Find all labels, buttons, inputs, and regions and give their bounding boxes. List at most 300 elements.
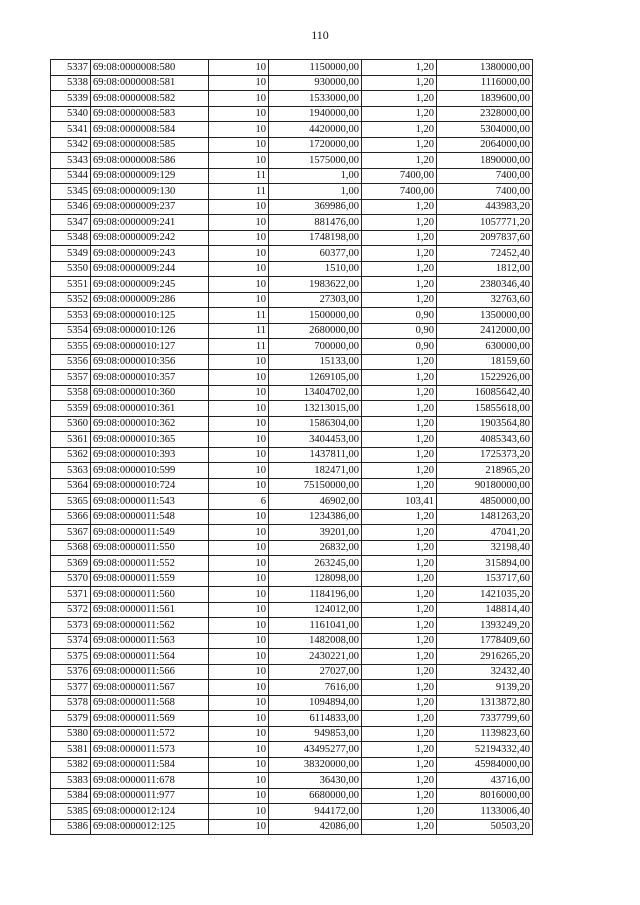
row-number-cell: 5380 — [51, 726, 91, 742]
cadastral-number-cell: 69:08:0000009:243 — [91, 246, 209, 262]
cadastral-number-cell: 69:08:0000009:244 — [91, 261, 209, 277]
cadastral-number-cell: 69:08:0000011:559 — [91, 571, 209, 587]
result-cell: 2412000,00 — [437, 323, 533, 339]
coefficient-cell: 1,20 — [362, 106, 437, 122]
row-number-cell: 5349 — [51, 246, 91, 262]
coefficient-cell: 1,20 — [362, 556, 437, 572]
cadastral-number-cell: 69:08:0000010:361 — [91, 401, 209, 417]
category-cell: 10 — [209, 742, 269, 758]
row-number-cell: 5350 — [51, 261, 91, 277]
cadastral-number-cell: 69:08:0000011:543 — [91, 494, 209, 510]
row-number-cell: 5353 — [51, 308, 91, 324]
table-row — [51, 664, 533, 680]
coefficient-cell: 1,20 — [362, 463, 437, 479]
row-number-cell: 5339 — [51, 91, 91, 107]
row-number-cell: 5357 — [51, 370, 91, 386]
row-number-cell: 5348 — [51, 230, 91, 246]
coefficient-cell: 1,20 — [362, 618, 437, 634]
result-cell: 1393249,20 — [437, 618, 533, 634]
cadastral-number-cell: 69:08:0000010:127 — [91, 339, 209, 355]
result-cell: 7400,00 — [437, 184, 533, 200]
coefficient-cell: 1,20 — [362, 804, 437, 820]
category-cell: 10 — [209, 432, 269, 448]
row-number-cell: 5366 — [51, 509, 91, 525]
result-cell: 2380346,40 — [437, 277, 533, 293]
value-cell: 15133,00 — [269, 354, 362, 370]
coefficient-cell: 1,20 — [362, 122, 437, 138]
table-row — [51, 323, 533, 339]
coefficient-cell: 7400,00 — [362, 168, 437, 184]
table-row — [51, 277, 533, 293]
result-cell: 2328000,00 — [437, 106, 533, 122]
result-cell: 90180000,00 — [437, 478, 533, 494]
coefficient-cell: 1,20 — [362, 432, 437, 448]
coefficient-cell: 1,20 — [362, 664, 437, 680]
coefficient-cell: 1,20 — [362, 757, 437, 773]
value-cell: 1586304,00 — [269, 416, 362, 432]
cadastral-number-cell: 69:08:0000009:130 — [91, 184, 209, 200]
result-cell: 1380000,00 — [437, 60, 533, 76]
cadastral-number-cell: 69:08:0000012:124 — [91, 804, 209, 820]
result-cell: 315894,00 — [437, 556, 533, 572]
coefficient-cell: 1,20 — [362, 230, 437, 246]
table-row — [51, 463, 533, 479]
category-cell: 10 — [209, 261, 269, 277]
category-cell: 10 — [209, 602, 269, 618]
row-number-cell: 5346 — [51, 199, 91, 215]
coefficient-cell: 1,20 — [362, 370, 437, 386]
value-cell: 263245,00 — [269, 556, 362, 572]
cadastral-number-cell: 69:08:0000011:562 — [91, 618, 209, 634]
value-cell: 4420000,00 — [269, 122, 362, 138]
row-number-cell: 5347 — [51, 215, 91, 231]
result-cell: 32432,40 — [437, 664, 533, 680]
value-cell: 1500000,00 — [269, 308, 362, 324]
category-cell: 10 — [209, 664, 269, 680]
cadastral-number-cell: 69:08:0000010:125 — [91, 308, 209, 324]
value-cell: 1575000,00 — [269, 153, 362, 169]
result-cell: 7400,00 — [437, 168, 533, 184]
value-cell: 1482008,00 — [269, 633, 362, 649]
row-number-cell: 5381 — [51, 742, 91, 758]
row-number-cell: 5364 — [51, 478, 91, 494]
cadastral-number-cell: 69:08:0000008:584 — [91, 122, 209, 138]
table-row — [51, 153, 533, 169]
table-row — [51, 184, 533, 200]
result-cell: 15855618,00 — [437, 401, 533, 417]
value-cell: 1533000,00 — [269, 91, 362, 107]
row-number-cell: 5382 — [51, 757, 91, 773]
table-row — [51, 447, 533, 463]
table-row — [51, 804, 533, 820]
row-number-cell: 5384 — [51, 788, 91, 804]
result-cell: 7337799,60 — [437, 711, 533, 727]
row-number-cell: 5359 — [51, 401, 91, 417]
row-number-cell: 5375 — [51, 649, 91, 665]
table-row — [51, 199, 533, 215]
cadastral-number-cell: 69:08:0000011:567 — [91, 680, 209, 696]
result-cell: 1725373,20 — [437, 447, 533, 463]
coefficient-cell: 1,20 — [362, 742, 437, 758]
category-cell: 10 — [209, 633, 269, 649]
value-cell: 3404453,00 — [269, 432, 362, 448]
result-cell: 1421035,20 — [437, 587, 533, 603]
category-cell: 10 — [209, 540, 269, 556]
coefficient-cell: 1,20 — [362, 447, 437, 463]
result-cell: 1890000,00 — [437, 153, 533, 169]
category-cell: 11 — [209, 308, 269, 324]
table-row — [51, 370, 533, 386]
cadastral-number-cell: 69:08:0000008:585 — [91, 137, 209, 153]
value-cell: 1748198,00 — [269, 230, 362, 246]
row-number-cell: 5337 — [51, 60, 91, 76]
result-cell: 2097837,60 — [437, 230, 533, 246]
value-cell: 1983622,00 — [269, 277, 362, 293]
result-cell: 1481263,20 — [437, 509, 533, 525]
table-row — [51, 60, 533, 76]
result-cell: 8016000,00 — [437, 788, 533, 804]
table-row — [51, 509, 533, 525]
value-cell: 1510,00 — [269, 261, 362, 277]
coefficient-cell: 0,90 — [362, 339, 437, 355]
result-cell: 2064000,00 — [437, 137, 533, 153]
category-cell: 10 — [209, 230, 269, 246]
value-cell: 27027,00 — [269, 664, 362, 680]
cadastral-number-cell: 69:08:0000009:242 — [91, 230, 209, 246]
category-cell: 11 — [209, 339, 269, 355]
result-cell: 2916265,20 — [437, 649, 533, 665]
cadastral-number-cell: 69:08:0000011:549 — [91, 525, 209, 541]
cadastral-number-cell: 69:08:0000010:360 — [91, 385, 209, 401]
category-cell: 10 — [209, 587, 269, 603]
table-row — [51, 587, 533, 603]
value-cell: 1437811,00 — [269, 447, 362, 463]
table-row — [51, 230, 533, 246]
category-cell: 10 — [209, 509, 269, 525]
category-cell: 10 — [209, 556, 269, 572]
result-cell: 9139,20 — [437, 680, 533, 696]
coefficient-cell: 1,20 — [362, 354, 437, 370]
category-cell: 10 — [209, 354, 269, 370]
result-cell: 52194332,40 — [437, 742, 533, 758]
cadastral-number-cell: 69:08:0000011:584 — [91, 757, 209, 773]
row-number-cell: 5361 — [51, 432, 91, 448]
category-cell: 10 — [209, 122, 269, 138]
coefficient-cell: 1,20 — [362, 633, 437, 649]
row-number-cell: 5371 — [51, 587, 91, 603]
row-number-cell: 5344 — [51, 168, 91, 184]
coefficient-cell: 1,20 — [362, 571, 437, 587]
table-row — [51, 695, 533, 711]
coefficient-cell: 1,20 — [362, 773, 437, 789]
value-cell: 881476,00 — [269, 215, 362, 231]
cadastral-number-cell: 69:08:0000011:552 — [91, 556, 209, 572]
table-row — [51, 246, 533, 262]
coefficient-cell: 1,20 — [362, 525, 437, 541]
value-cell: 2430221,00 — [269, 649, 362, 665]
category-cell: 10 — [209, 447, 269, 463]
table-row — [51, 680, 533, 696]
cadastral-number-cell: 69:08:0000008:582 — [91, 91, 209, 107]
table-row — [51, 106, 533, 122]
table-row — [51, 401, 533, 417]
value-cell: 700000,00 — [269, 339, 362, 355]
value-cell: 930000,00 — [269, 75, 362, 91]
value-cell: 2680000,00 — [269, 323, 362, 339]
row-number-cell: 5345 — [51, 184, 91, 200]
category-cell: 10 — [209, 525, 269, 541]
result-cell: 630000,00 — [437, 339, 533, 355]
category-cell: 10 — [209, 478, 269, 494]
value-cell: 1161041,00 — [269, 618, 362, 634]
result-cell: 47041,20 — [437, 525, 533, 541]
result-cell: 1313872,80 — [437, 695, 533, 711]
value-cell: 60377,00 — [269, 246, 362, 262]
cadastral-number-cell: 69:08:0000011:572 — [91, 726, 209, 742]
value-cell: 1269105,00 — [269, 370, 362, 386]
cadastral-number-cell: 69:08:0000009:237 — [91, 199, 209, 215]
row-number-cell: 5367 — [51, 525, 91, 541]
category-cell: 10 — [209, 401, 269, 417]
coefficient-cell: 1,20 — [362, 587, 437, 603]
value-cell: 1150000,00 — [269, 60, 362, 76]
table-row — [51, 292, 533, 308]
category-cell: 10 — [209, 711, 269, 727]
table-row — [51, 137, 533, 153]
result-cell: 1812,00 — [437, 261, 533, 277]
cadastral-number-cell: 69:08:0000008:580 — [91, 60, 209, 76]
table-row — [51, 339, 533, 355]
cadastral-number-cell: 69:08:0000008:583 — [91, 106, 209, 122]
coefficient-cell: 1,20 — [362, 246, 437, 262]
table-row — [51, 215, 533, 231]
category-cell: 10 — [209, 726, 269, 742]
cadastral-number-cell: 69:08:0000011:548 — [91, 509, 209, 525]
coefficient-cell: 1,20 — [362, 60, 437, 76]
value-cell: 7616,00 — [269, 680, 362, 696]
value-cell: 6114833,00 — [269, 711, 362, 727]
value-cell: 26832,00 — [269, 540, 362, 556]
cadastral-number-cell: 69:08:0000008:586 — [91, 153, 209, 169]
cadastral-number-cell: 69:08:0000011:566 — [91, 664, 209, 680]
cadastral-number-cell: 69:08:0000011:564 — [91, 649, 209, 665]
table-row — [51, 788, 533, 804]
coefficient-cell: 1,20 — [362, 695, 437, 711]
row-number-cell: 5354 — [51, 323, 91, 339]
table-row — [51, 540, 533, 556]
result-cell: 218965,20 — [437, 463, 533, 479]
value-cell: 13213015,00 — [269, 401, 362, 417]
coefficient-cell: 1,20 — [362, 137, 437, 153]
table-row — [51, 416, 533, 432]
value-cell: 42086,00 — [269, 819, 362, 835]
result-cell: 1522926,00 — [437, 370, 533, 386]
category-cell: 10 — [209, 463, 269, 479]
category-cell: 10 — [209, 819, 269, 835]
value-cell: 944172,00 — [269, 804, 362, 820]
cadastral-number-cell: 69:08:0000011:563 — [91, 633, 209, 649]
result-cell: 1116000,00 — [437, 75, 533, 91]
value-cell: 1,00 — [269, 184, 362, 200]
cadastral-number-cell: 69:08:0000010:599 — [91, 463, 209, 479]
row-number-cell: 5383 — [51, 773, 91, 789]
table-row — [51, 773, 533, 789]
category-cell: 10 — [209, 75, 269, 91]
cadastral-number-cell: 69:08:0000009:241 — [91, 215, 209, 231]
category-cell: 10 — [209, 804, 269, 820]
value-cell: 75150000,00 — [269, 478, 362, 494]
result-cell: 4085343,60 — [437, 432, 533, 448]
value-cell: 6680000,00 — [269, 788, 362, 804]
table-row — [51, 354, 533, 370]
table-row — [51, 122, 533, 138]
result-cell: 1839600,00 — [437, 91, 533, 107]
category-cell: 6 — [209, 494, 269, 510]
value-cell: 369986,00 — [269, 199, 362, 215]
value-cell: 39201,00 — [269, 525, 362, 541]
category-cell: 10 — [209, 695, 269, 711]
category-cell: 10 — [209, 153, 269, 169]
coefficient-cell: 1,20 — [362, 478, 437, 494]
coefficient-cell: 1,20 — [362, 277, 437, 293]
category-cell: 10 — [209, 292, 269, 308]
result-cell: 16085642,40 — [437, 385, 533, 401]
coefficient-cell: 1,20 — [362, 726, 437, 742]
table-row — [51, 711, 533, 727]
table-row — [51, 618, 533, 634]
coefficient-cell: 1,20 — [362, 385, 437, 401]
value-cell: 38320000,00 — [269, 757, 362, 773]
row-number-cell: 5363 — [51, 463, 91, 479]
cadastral-number-cell: 69:08:0000010:126 — [91, 323, 209, 339]
table-row — [51, 478, 533, 494]
cadastral-number-cell: 69:08:0000011:560 — [91, 587, 209, 603]
result-cell: 1057771,20 — [437, 215, 533, 231]
category-cell: 10 — [209, 215, 269, 231]
row-number-cell: 5340 — [51, 106, 91, 122]
category-cell: 10 — [209, 773, 269, 789]
coefficient-cell: 0,90 — [362, 323, 437, 339]
result-cell: 32763,60 — [437, 292, 533, 308]
cadastral-number-cell: 69:08:0000011:977 — [91, 788, 209, 804]
cadastral-number-cell: 69:08:0000012:125 — [91, 819, 209, 835]
table-row — [51, 602, 533, 618]
cadastral-number-cell: 69:08:0000011:568 — [91, 695, 209, 711]
coefficient-cell: 1,20 — [362, 602, 437, 618]
value-cell: 46902,00 — [269, 494, 362, 510]
row-number-cell: 5372 — [51, 602, 91, 618]
coefficient-cell: 1,20 — [362, 819, 437, 835]
table-row — [51, 819, 533, 835]
category-cell: 10 — [209, 277, 269, 293]
row-number-cell: 5352 — [51, 292, 91, 308]
value-cell: 124012,00 — [269, 602, 362, 618]
coefficient-cell: 1,20 — [362, 91, 437, 107]
result-cell: 43716,00 — [437, 773, 533, 789]
value-cell: 36430,00 — [269, 773, 362, 789]
category-cell: 10 — [209, 370, 269, 386]
table-row — [51, 308, 533, 324]
category-cell: 10 — [209, 106, 269, 122]
coefficient-cell: 1,20 — [362, 649, 437, 665]
result-cell: 50503,20 — [437, 819, 533, 835]
cadastral-number-cell: 69:08:0000010:365 — [91, 432, 209, 448]
result-cell: 4850000,00 — [437, 494, 533, 510]
table-row — [51, 571, 533, 587]
result-cell: 443983,20 — [437, 199, 533, 215]
category-cell: 10 — [209, 618, 269, 634]
cadastral-number-cell: 69:08:0000009:286 — [91, 292, 209, 308]
cadastral-number-cell: 69:08:0000011:561 — [91, 602, 209, 618]
category-cell: 10 — [209, 680, 269, 696]
table-row — [51, 757, 533, 773]
result-cell: 1133006,40 — [437, 804, 533, 820]
category-cell: 10 — [209, 416, 269, 432]
result-cell: 148814,40 — [437, 602, 533, 618]
row-number-cell: 5342 — [51, 137, 91, 153]
coefficient-cell: 1,20 — [362, 292, 437, 308]
coefficient-cell: 1,20 — [362, 509, 437, 525]
row-number-cell: 5370 — [51, 571, 91, 587]
category-cell: 10 — [209, 246, 269, 262]
value-cell: 128098,00 — [269, 571, 362, 587]
category-cell: 10 — [209, 571, 269, 587]
category-cell: 10 — [209, 137, 269, 153]
result-cell: 72452,40 — [437, 246, 533, 262]
coefficient-cell: 7400,00 — [362, 184, 437, 200]
page-number: 110 — [311, 28, 329, 42]
row-number-cell: 5385 — [51, 804, 91, 820]
cadastral-number-cell: 69:08:0000010:357 — [91, 370, 209, 386]
row-number-cell: 5351 — [51, 277, 91, 293]
table-row — [51, 525, 533, 541]
coefficient-cell: 103,41 — [362, 494, 437, 510]
coefficient-cell: 0,90 — [362, 308, 437, 324]
cadastral-number-cell: 69:08:0000010:724 — [91, 478, 209, 494]
row-number-cell: 5378 — [51, 695, 91, 711]
result-cell: 153717,60 — [437, 571, 533, 587]
table-row — [51, 556, 533, 572]
cadastral-number-cell: 69:08:0000009:245 — [91, 277, 209, 293]
value-cell: 43495277,00 — [269, 742, 362, 758]
table-row — [51, 494, 533, 510]
table-row — [51, 649, 533, 665]
table-row — [51, 75, 533, 91]
table-row — [51, 432, 533, 448]
row-number-cell: 5356 — [51, 354, 91, 370]
category-cell: 10 — [209, 649, 269, 665]
row-number-cell: 5379 — [51, 711, 91, 727]
row-number-cell: 5374 — [51, 633, 91, 649]
row-number-cell: 5341 — [51, 122, 91, 138]
table-row — [51, 633, 533, 649]
category-cell: 10 — [209, 385, 269, 401]
category-cell: 10 — [209, 60, 269, 76]
result-cell: 1350000,00 — [437, 308, 533, 324]
value-cell: 13404702,00 — [269, 385, 362, 401]
table-row — [51, 261, 533, 277]
value-cell: 1,00 — [269, 168, 362, 184]
row-number-cell: 5369 — [51, 556, 91, 572]
category-cell: 11 — [209, 168, 269, 184]
value-cell: 1940000,00 — [269, 106, 362, 122]
coefficient-cell: 1,20 — [362, 680, 437, 696]
value-cell: 1184196,00 — [269, 587, 362, 603]
table-row — [51, 385, 533, 401]
row-number-cell: 5355 — [51, 339, 91, 355]
cadastral-number-cell: 69:08:0000011:550 — [91, 540, 209, 556]
result-cell: 32198,40 — [437, 540, 533, 556]
